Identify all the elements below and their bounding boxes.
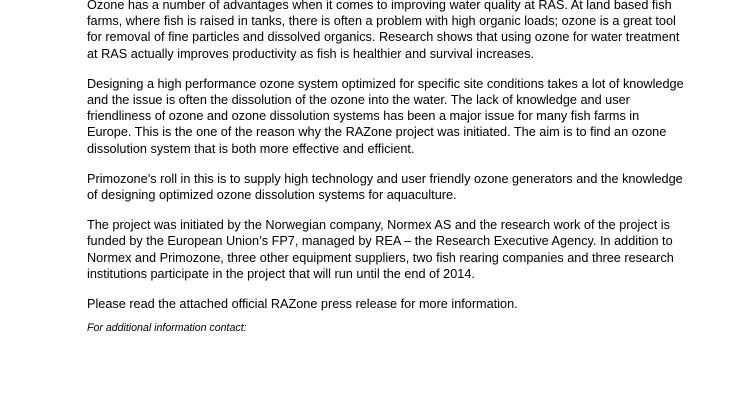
paragraph-project-funding: The project was initiated by the Norwegian company, Normex AS and the research work of the project is funded by the European Union’s FP7, managed by REA – the Research Executive Agency. In addition to Normex and Primozone, three other equipment suppliers, two fish rearing companies and three research institutions participate in the project that will run until the end of 2014. bbox=[87, 218, 674, 281]
paragraph-ozone-advantages: Ozone has a number of advantages when it comes to improving water quality at RAS. At land based fish farms, where fish is raised in tanks, there is often a problem with high organic loads; ozone is a great tool for removal of fine particles and dissolved organics. Research shows that using ozone for water treatment at RAS actually improves productivity as fish is healthier and survival increases. bbox=[87, 0, 680, 61]
paragraph-press-release: Please read the attached official RAZone press release for more information. bbox=[87, 297, 518, 312]
contact-label: For additional information contact: bbox=[87, 322, 247, 335]
paragraph-ozone-system-design: Designing a high performance ozone system optimized for specific site conditions takes a lot of knowledge and the issue is often the dissolution of the ozone into the water. The lack of knowledge and user friendliness of ozone and ozone dissolution systems has been a major issue for many fish farms in Europe. This is the one of the reason why the RAZone project was initiated. The aim is to find an ozone dissolution system that is both more effective and efficient. bbox=[87, 76, 684, 156]
paragraph-primozone-role: Primozone’s roll in this is to supply high technology and user friendly ozone generators and the knowledge of designing optimized ozone dissolution systems for aquaculture. bbox=[87, 171, 683, 203]
document-body bbox=[87, 0, 687, 335]
